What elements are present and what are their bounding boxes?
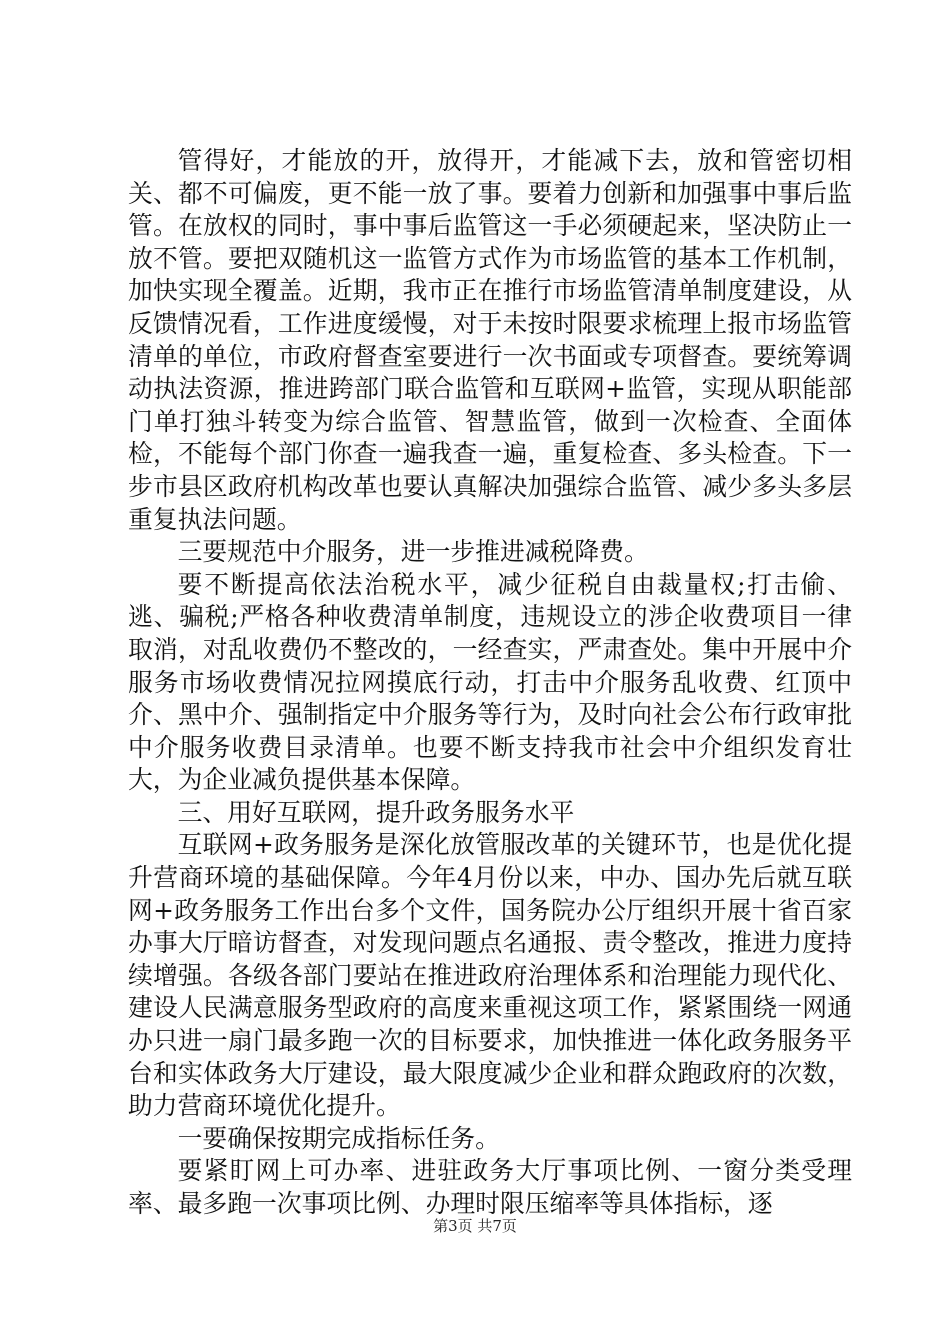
paragraph-heading-targets: 一要确保按期完成指标任务。: [177, 1123, 500, 1153]
page-footer: 第3页 共7页: [433, 1217, 517, 1235]
paragraph-heading-internet: 三、用好互联网，提升政务服务水平: [177, 797, 575, 827]
paragraph-internet-services: 互联网+政务服务是深化放管服改革的关键环节，也是优化提升营商环境的基础保障。今年4月份以来，中办、国办先后就互联网+政务服务工作出台多个文件，国务院办公厅组织开展十省百家办事大厅暗访督查，对发现问题点名通报、责令整改，推进力度持续增强。各级各部门要站在推进政府治理体系和治理能力现代化、建设人民满意服务型政府的高度来重视这项工作，紧紧围绕一网通办只进一扇门最多跑一次的目标要求，加快推进一体化政务服务平台和实体政务大厅建设，最大限度减少企业和群众跑政府的次数，助力营商环境优化提升。: [128, 830, 852, 1121]
paragraph-targets: 要紧盯网上可办率、进驻政务大厅事项比例、一窗分类受理率、最多跑一次事项比例、办理时限压缩率等具体指标，逐: [128, 1156, 852, 1218]
document-body: [128, 145, 852, 1221]
paragraph-regulation: 管得好，才能放的开，放得开，才能减下去，放和管密切相关、都不可偏废，更不能一放了事。要着力创新和加强事中事后监管。在放权的同时，事中事后监管这一手必须硬起来，坚决防止一放不管。要把双随机这一监管方式作为市场监管的基本工作机制，加快实现全覆盖。近期，我市正在推行市场监管清单制度建设，从反馈情况看，工作进度缓慢，对于未按时限要求梳理上报市场监管清单的单位，市政府督查室要进行一次书面或专项督查。要统筹调动执法资源，推进跨部门联合监管和互联网+监管，实现从职能部门单打独斗转变为综合监管、智慧监管，做到一次检查、全面体检，不能每个部门你查一遍我查一遍，重复检查、多头检查。下一步市县区政府机构改革也要认真解决加强综合监管、减少多头多层重复执法问题。: [128, 146, 852, 534]
paragraph-heading-intermediary: 三要规范中介服务，进一步推进减税降费。: [177, 537, 649, 567]
paragraph-tax: 要不断提高依法治税水平，减少征税自由裁量权;打击偷、逃、骗税;严格各种收费清单制度，违规设立的涉企收费项目一律取消，对乱收费仍不整改的，一经查实，严肃查处。集中开展中介服务市场收费情况拉网摸底行动，打击中介服务乱收费、红顶中介、黑中介、强制指定中介服务等行为，及时向社会公布行政审批中介服务收费目录清单。也要不断支持我市社会中介组织发育壮大，为企业减负提供基本保障。: [128, 569, 852, 795]
